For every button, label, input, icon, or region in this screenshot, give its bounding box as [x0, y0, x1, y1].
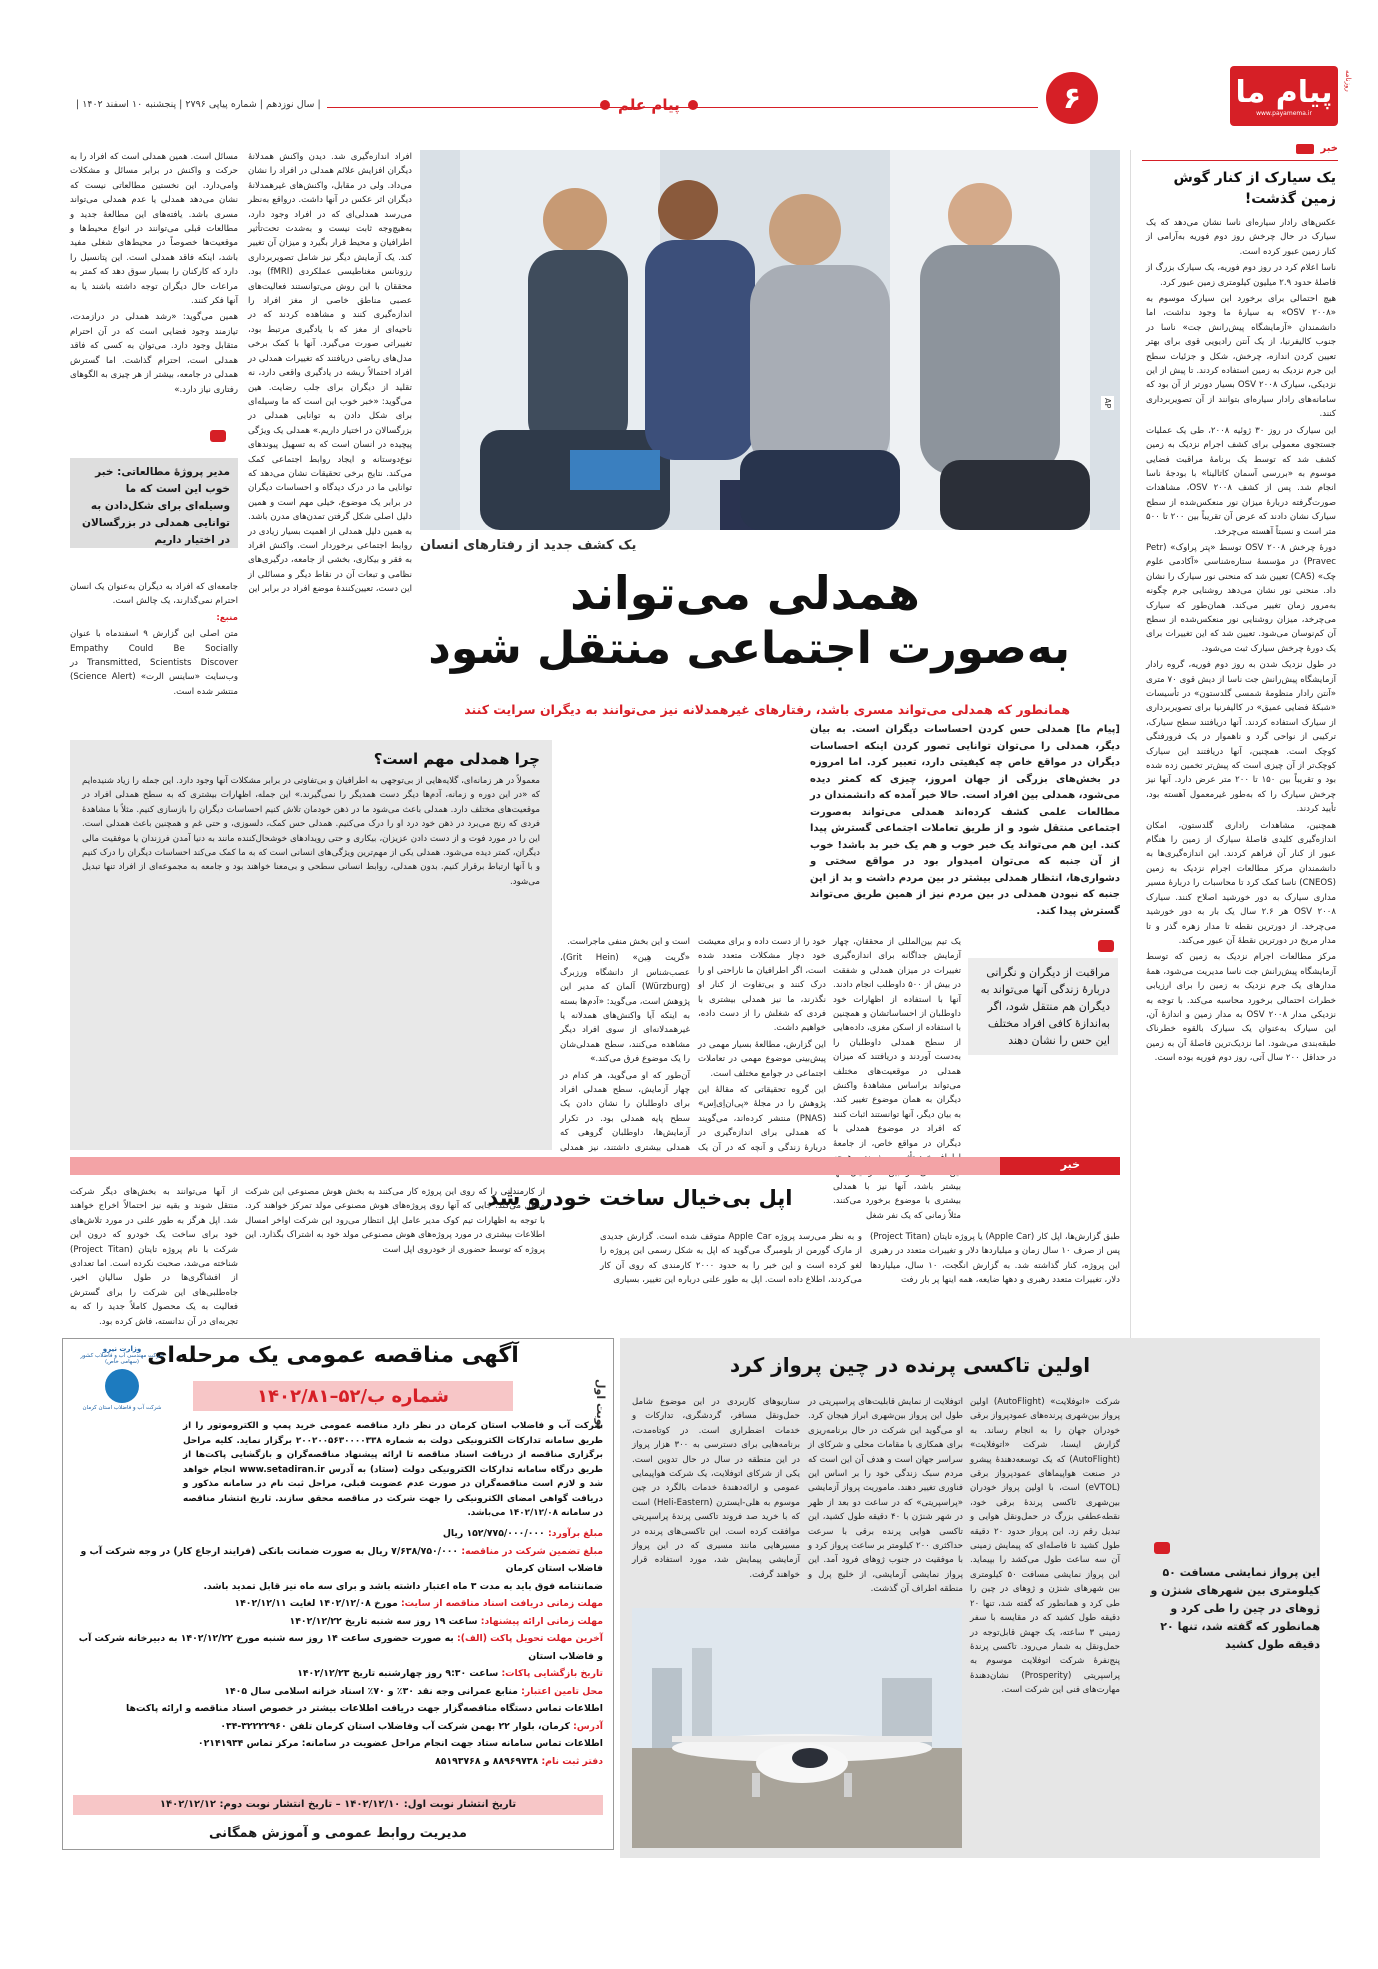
feature-intro-block: [پیام ما] همدلی حس کردن احساسات دیگران است. به بیان دیگر، همدلی را می‌توان توانایی تصور کردن اینکه احساسات دیگران در مواقع خاص چه کیفیتی دارد، تعبیر کرد. اما امروزه در بخش‌های بزرگی از جهان امروز، چیزی که کمتر دیده می‌شود، همدلی بین افراد است. حالا خبر آمده که دانشمندان در مطالعات علمی کشف کرده‌اند همدلی می‌تواند به‌صورت اجتماعی منتقل شود و از طریق تعاملات اجتماعی گسترش پیدا کند. این هم می‌تواند یک خبر خوب و هم یک خبر بد باشد! خوب از آن جنبه که می‌توان امیدوار بود در مواقع سختی و دشواری‌ها، انتظار همدلی بیشتر در بین مردم داشت و بد از این جنبه که نبودن همدلی در بین مردم نیز از همین طریق می‌تواند گسترش پیدا کند.: [810, 724, 1120, 917]
ad-row-value: ساعت ۱۹ روز سه شنبه تاریخ ۱۴۰۲/۱۲/۲۲: [289, 1615, 478, 1627]
source-label: منبع:: [216, 612, 238, 623]
ad-row: [73, 1683, 603, 1701]
ad-body: شرکت آب و فاضلاب استان کرمان در نظر دارد مناقصه عمومی خرید پمپ و الکتروموتور را از طریق سامانه تدارکات الکترونیکی دولت به شماره ۲۰۰۲۰۰۵۶۳۰۰۰۰۳۳۸ برگزار نماید. کلیه مراحل برگزاری مناقصه از دریافت اسناد مناقصه تا ارائه پیشنهاد مناقصه‌گران و بازگشایی پاکت‌ها از طریق درگاه سامانه تدارکات الکترونیکی دولت (ستاد) به آدرس www.setadiran.ir انجام خواهد شد و لازم است مناقصه‌گران در صورت عدم عضویت قبلی، مراحل ثبت نام در سامانه مذکور و دریافت گواهی امضای الکترونیکی را جهت شرکت در مناقصه محقق سازند. تاریخ انتشار مناقصه در سامانه ۱۴۰۲/۱۲/۰۸ می‌باشد.: [183, 1421, 603, 1518]
apple-col: از کارمندانی را که روی این پروژه کار می‌کنند به بخش هوش مصنوعی این شرکت منتقل می‌کند. جایی که آنها روی پروژه‌های هوش مصنوعی مولد تمرکز خواهند کرد. با توجه به اظهارات تیم کوک مدیر عامل اپل انتظار می‌رود این شرکت اواخر امسال اطلاعات بیشتری در مورد پروژه‌های هوش مصنوعی مولد خود به اشتراک بگذارد. این پروژه که توسط حضوری از خودروی اپل است: [245, 1187, 545, 1255]
ad-row: [73, 1595, 603, 1613]
ad-row-value: کرمان، بلوار ۲۲ بهمن شرکت آب وفاضلاب استان کرمان تلفن ۳۲۲۲۲۹۶۰-۰۳۴: [220, 1720, 570, 1732]
ad-number: شماره ب/۵۲–۱۴۰۲/۸۱: [257, 1385, 449, 1407]
sidebar-paragraph: این سیارک در روز ۳۰ ژوئیه ۲۰۰۸، طی یک عملیات جستجوی معمولی برای کشف اجرام نزدیک به زمین کشف شد که توسط یک برنامهٔ مراقبت فضایی موسوم به «بررسی آسمان کاتالینا» با بودجهٔ ناسا انجام شد. پس از کشف OSV ۲۰۰۸، مشاهدات صورت‌گرفته دربارهٔ میزان نور منعکس‌شده از سطح سیارک نشان دادند که عرض آن تقریباً بین ۲۰۰ تا ۵۰۰ متر است و نسبتاً آهسته می‌چرخد.: [1146, 425, 1336, 537]
ad-row-value: منابع عمرانی وجه نقد ۳۰٪ و ۷۰٪ اسناد خزانه اسلامی سال ۱۴۰۵: [224, 1685, 518, 1697]
paper-logo-icon: [1296, 144, 1314, 154]
news-label: خبر: [1320, 143, 1338, 154]
feature-headline-1: همدلی می‌تواند: [570, 566, 920, 620]
feature-paragraph: خود را از دست داده و برای معیشت خود دچار مشکلات متعدد شده است، اگر اطرافیان ما ناراحتی او را درک کنند و بی‌تفاوت از کنار او نگذرند، ما نیز همدلی بیشتری با فردی که شغلش را از دست داده، خواهیم داشت.: [698, 937, 826, 1034]
why-headline: چرا همدلی مهم است؟: [373, 750, 540, 768]
apple-label: خبر: [1060, 1158, 1080, 1171]
quote-icon: [1098, 940, 1114, 952]
ad-row-value: مورخ ۱۴۰۲/۱۲/۰۸ لغایت ۱۴۰۲/۱۲/۱۱: [234, 1598, 398, 1609]
ad-row-label: تاریخ بازگشایی پاکات:: [501, 1668, 603, 1679]
ad-notice: نوبت اول: [594, 1379, 607, 1430]
source-text: متن اصلی این گزارش ۹ اسفندماه با عنوان Empathy Could Be Socially Transmitted, Scientists Discover در وب‌سایت «ساینس الرت» (Science Alert) منتشر شده است.: [70, 629, 238, 697]
ad-row-value: ساعت ۹:۳۰ روز چهارشنبه تاریخ ۱۴۰۲/۱۲/۲۳: [297, 1668, 499, 1679]
logo-sub: روزنامه: [1344, 70, 1352, 92]
ad-row-value: ۱۵۲/۷۷۵/۰۰۰/۰۰۰ ریال: [442, 1528, 545, 1539]
taxi-photo: [632, 1608, 962, 1848]
side-column-top: [70, 150, 238, 410]
ad-row: [73, 1630, 603, 1665]
masthead: [0, 0, 1378, 150]
company-type: (سهامی خاص): [104, 1359, 140, 1365]
sidebar-paragraph: همچنین، مشاهدات راداری گلدستون، امکان اندازه‌گیری کلیدی فاصلهٔ سیارک از زمین را هنگام عبور از کنار آن فراهم کردند. این اندازه‌گیری‌ها به دانشمندان مرکز مطالعات اجرام نزدیک به زمین (CNEOS) ناسا کمک کرد تا محاسبات را دربارهٔ مسیر مداری سیارک به دور خورشید اصلاح کنند. سیارک OSV ۲۰۰۸ هر ۲.۶ سال یک بار به دور خورشید می‌چرخد. از دورترین نقطه تا مدار زهره گذر و تا مدار مریخ در دورترین نقطهٔ آن عبور می‌کند.: [1146, 820, 1337, 946]
taxi-caption-box: [1142, 1542, 1320, 1722]
sidebar-paragraph: ناسا اعلام کرد در روز دوم فوریه، یک سیارک بزرگ از فاصلهٔ حدود ۲.۹ میلیون کیلومتری زمین عبور کرد.: [1146, 263, 1336, 288]
ad-row: [73, 1578, 603, 1596]
apple-col: طبق گزارش‌ها، اپل کار (Apple Car) یا پروژه تایتان (Project Titan) پس از صرف ۱۰ سال زمان و میلیاردها دلار و تغییرات متعدد در رهبری این پروژه، کنار گذاشته شد. به گزارش انگجت، ۱۰ سال، میلیاردها دلار، تغییرات متعدد رهبری و دهها ضایعه، همه اینها پر بار رفت: [870, 1232, 1121, 1286]
group-therapy-illustration: [420, 150, 1120, 530]
taxi-col: اتوفلایت از نمایش قابلیت‌های پراسپریتی در طول این پرواز بین‌شهری ابراز هیجان کرد. او می‌گوید این شرکت در حال برنامه‌ریزی برای همکاری با مقامات محلی و شرکای از سراسر جهان است و هدف آن این است که مردم سبک زندگی خود را بر اساس این فناوری تغییر دهند. ماموریت پرواز آزمایشی «پراسپریتی» که در ساعت دو بعد از ظهر در شهر شنژن با ۴۰ دقیقه طول کشید، این تاکسی هوایی پرنده برقی با سرعت حداکثری ۲۰۰ کیلومتر بر ساعت پرواز کرد و با موفقیت در جنوب ژوهای فرود آمد. این پرواز نمایشی آزمایشی، از خلیج پرل و منطقه اطراف آن گذشت.: [808, 1397, 963, 1595]
ministry-name: وزارت نیرو: [102, 1345, 142, 1353]
ad-row-label: مهلت زمانی دریافت اسناد مناقصه از سایت:: [400, 1598, 603, 1609]
section-dot-icon: [600, 100, 610, 110]
sidebar-label: [1296, 143, 1338, 154]
logo-text: پیام ما: [1235, 74, 1333, 110]
feature-paragraph: آن‌طور که او می‌گوید، هر کدام در چهار آزمایش، سطح همدلی افراد برای داوطلبان را نشان دادن یک سطح پایه همدلی بود. در تکرار آزمایش‌ها، داوطلبان گروهی که همدلی بیشتری داشتند، نیز همدلی: [560, 1070, 690, 1153]
feature-kicker-row: [420, 538, 1070, 556]
air-taxi-illustration: [632, 1608, 962, 1848]
highlight-quote-box: مدیر پروژهٔ مطالعاتی: خبر خوب این است که ما وسیله‌ای برای شکل‌دادن به توانایی همدلی در بزرگسالان در اختیار داریم: [70, 458, 238, 548]
taxi-col: سناریوهای کاربردی در این موضوع شامل حمل‌ونقل مسافر، گردشگری، تداركات و خدمات اضطراری است. در کوتاه‌مدت، برنامه‌هایی برای دسترسی به ۳۰۰ هزار پرواز در این منطقه در سال در حال تدوین است. یکی از شرکای اتوفلایت، یک شرکت هواپیمایی عمومی و ارائه‌دهندهٔ خدمات بالگرد در چین موسوم به هلی-ایسترن (Heli-Eastern) است که با خرید صد فروند تاکسی پرندهٔ پراسپریتی موافقت کرده است. این تاکسی‌های پرنده در مسیرهایی مانند مسیری که در این پرواز آزمایشی پیمایش شد، مورد استفاده قرار خواهند گرفت.: [632, 1397, 800, 1580]
tender-ad: [62, 1338, 614, 1850]
feature-paragraph: این گروه تحقیقاتی که مقالهٔ این پژوهش را در مجلهٔ «پی‌ان‌اِی‌اِس» (PNAS) منتشر کرده‌اند، می‌گویند که همدلی برای اندازه‌گیری در دربارهٔ زندگی و آنچه که در آن یک: [698, 1085, 826, 1153]
feature-photo: [420, 150, 1120, 530]
taxi-headline: اولین تاکسی پرنده در چین پرواز کرد: [729, 1353, 1091, 1377]
ad-row-label: مبلغ تضمین شرکت در مناقصه:: [461, 1545, 603, 1557]
ad-row-value: ۸۸۹۶۹۷۳۸ و ۸۵۱۹۳۷۶۸: [435, 1755, 539, 1767]
apple-band: [70, 1157, 1120, 1175]
pullquote-text: مراقبت از دیگران و نگرانی دربارهٔ زندگی آنها می‌تواند به دیگران هم منتقل شود، اگر به‌اندازهٔ کافی افراد مختلف این حس را نشان دهند: [968, 958, 1118, 1055]
ad-row-label: دفتر ثبت نام:: [541, 1755, 603, 1767]
side-column-bottom: [70, 580, 238, 730]
ad-details: [73, 1525, 603, 1770]
ad-row: [73, 1613, 603, 1631]
apple-col: و به نظر می‌رسد پروژه Apple Car متوقف شده است. گزارش جدیدی از مارک گورمن از بلومبرگ می‌گوید که اپل به شکل رسمی این پروژه را لغو کرده است و این خبر را به حدود ۲۰۰۰ کارمندی که روی آن کار می‌کردند، اطلاع داده است. اپل به طور علنی درباره این تغییر، بسیاری: [600, 1232, 862, 1286]
photo-credit: AP: [1103, 397, 1112, 408]
ad-row: [73, 1718, 603, 1736]
sidebar-paragraph: عکس‌های رادار سیاره‌ای ناسا نشان می‌دهد که یک سیارک در حال چرخش روز دوم فوریه به‌آرامی از کنار زمین عبور کرده است.: [1146, 218, 1336, 257]
sidebar-paragraph: مرکز مطالعات اجرام نزدیک به زمین که توسط آزمایشگاه پیش‌رانش جت ناسا مدیریت می‌شود، همهٔ مدارهای یک جرم نزدیک به زمین را برای ارزیابی خطرات احتمالی برخورد محاسبه می‌کند. با توجه به نزدیکی مدار OSV ۲۰۰۸ به مدار زمین و اندازهٔ آن، این سیارک به‌عنوان یک سیارک بالقوه خطرناک طبقه‌بندی می‌شود. اما نزدیک‌ترین فاصلهٔ آن به زمین در حداقل ۲۰۰ سال آتی، روز دوم فوریه بوده است.: [1146, 952, 1336, 1064]
page-number-badge: [1046, 72, 1098, 124]
sidebar-paragraph: دورهٔ چرخش OSV ۲۰۰۸ توسط «پتر پراوک» (Petr Pravec) در مؤسسهٔ ستاره‌شناسی «آکادمی علوم چک» (CAS) تعیین شد که منحنی نور سیارک را نشان داد. منحنی نور نشان می‌دهد روشنایی جرم چگونه به‌مرور زمان تغییر می‌کند. همان‌طور که سیارک می‌چرخد، میزان روشنایی نور منعکس‌شده از سطح آن کم‌نوسان می‌شود. تعیین شد که این تغییرات برای یک دورهٔ چرخش سیارک ثبت می‌شود.: [1146, 542, 1336, 654]
org-name: شرکت آب و فاضلاب استان کرمان: [82, 1405, 162, 1411]
feature-paragraph: «گریت هِین» (Grit Hein)، عصب‌شناس از دانشگاه ورزبرگ (Würzburg) آلمان که مدیر این پژوهش است، می‌گوید: «آدم‌ها بسته به اینکه آیا واکنش‌های همدلانه یا غیرهمدلانه‌ای از سوی افراد دیگر مشاهده می‌کنند، سطح همدلی‌شان را یک موضوع فرق می‌کند.»: [560, 953, 691, 1065]
ad-row-label: مهلت زمانی ارائه پیشنهاد:: [480, 1615, 603, 1627]
ad-row: [73, 1543, 603, 1578]
paper-logo-icon: [210, 430, 226, 442]
taxi-caption: این پرواز نمایشی مسافت ۵۰ کیلومتری بین شهرهای شنژن و ژوهای در چین را طی کرد و همانطور که گفته شد، تنها ۲۰ دقیقه طول کشید: [1150, 1566, 1320, 1651]
sidebar-paragraph: هیچ احتمالی برای برخورد این سیارک موسوم به «OSV ۲۰۰۸» به سیارهٔ ما وجود نداشت، اما دانشمندان «آزمایشگاه پیش‌رانش جت» ناسا در جنوب کالیفرنیا، از یک آنتن رادیویی قوی برای بهتر تعیین کردن اندازه، چرخش، شکل و جزئیات سطح این جرم نزدیک به زمین استفاده کردند. تا پیش از این نزدیکی، سیارک OSV ۲۰۰۸ بسیار دورتر از آن بود که سامانه‌های رادار سیاره‌ای بتوانند از آن تصویربرداری کنند.: [1146, 294, 1336, 420]
section-dot-icon: [688, 100, 698, 110]
company-name: شرکت مهندسی آب و فاضلاب کشور: [80, 1353, 164, 1359]
feature-paragraph: است و این بخش منفی ماجراست.: [567, 937, 690, 947]
ad-row-label: آدرس:: [573, 1720, 603, 1732]
side-paragraph: جامعه‌ای که افراد به دیگران به‌عنوان یک انسان احترام نمی‌گذارند، یک چالش است.: [70, 582, 238, 607]
paper-logo-icon: [1154, 1542, 1170, 1554]
ad-row: [73, 1753, 603, 1771]
sidebar-headline: یک سیارک از کنار گوش زمین گذشت!: [1173, 170, 1336, 207]
ad-row-value: ۷/۶۳۸/۷۵۰/۰۰۰ ریال به صورت ضمانت بانکی (فرایند ارجاع کار) در وجه شرکت آب و فاضلاب استان کرمان: [80, 1545, 603, 1574]
why-text: معمولاً در هر زمانه‌ای، گلایه‌هایی از بی‌توجهی به اطرافیان و بی‌تفاوتی در برابر مشکلات آنها وجود دارد. این جمله را زیاد شنیده‌ایم که «در این دوره و زمانه، آدم‌ها دیگر دست همدیگر را نمی‌گیرند.» این جمله، اظهارات بیشتری که به سطح همدلی افراد در موقعیت‌های مختلف دارد. همدلی باعث می‌شود ما در ذهن خودمان تلاش کنیم احساسات دیگران را بازسازی کنیم. مثلاً با مشاهدهٔ فردی که رنج می‌برد در ذهن خود درد او را درک می‌کنیم. همدلی حس کمک، دلسوزی، و حتی غم و همچنین باعث همدلی است. این را در مورد فوت و از دست دادن عزیزان، بیکاری و حتی رویدادهای خوشحال‌کننده مانند به دنیا آمدن فرزندان یا موفقیت مالی دیگران، کمتر دیده می‌شود. همدلی یکی از مهم‌ترین ویژگی‌های انسانی است که به ما کمک می‌کند احساسات دیگران را درک کنیم و با آنها ارتباط برقرار کنیم. بدون همدلی، روابط انسانی سطحی و بی‌معنا خواهند بود و جامعه به مجموعه‌ای از افراد تنها تبدیل می‌شود.: [82, 776, 540, 887]
ad-footer-sign: مدیریت روابط عمومی و آموزش همگانی: [209, 1826, 467, 1841]
feature-headline-2: به‌صورت اجتماعی منتقل شود: [428, 623, 1070, 674]
feature-lead: همانطور که همدلی می‌تواند مسری باشد، رفتارهای غیرهمدلانه نیز می‌توانند به دیگران سرایت کنند: [464, 702, 1070, 717]
ad-footer-dates: [73, 1795, 603, 1815]
feature-kicker: یک کشف جدید از رفتارهای انسان: [420, 538, 637, 553]
ad-row-value: ضمانتنامه فوق باید به مدت ۳ ماه اعتبار داشته باشد و برای سه ماه نیز قابل تمدید باشد.: [203, 1580, 603, 1592]
ad-footer-dates-text: تاریخ انتشار نوبت اول: ۱۴۰۲/۱۲/۱۰ – تاریخ انتشار نوبت دوم: ۱۴۰۲/۱۲/۱۲: [159, 1799, 517, 1810]
ad-row-label: محل تامین اعتبار:: [521, 1685, 603, 1697]
feature-paragraph: این گزارش، مطالعهٔ بسیار مهمی در پیش‌بینی موضوع مهمی در تعاملات اجتماعی در جوامع مختلف است.: [698, 1039, 826, 1079]
page-number: ۶: [1062, 80, 1082, 116]
apple-headline: اپل بی‌خیال ساخت خودرو شد: [487, 1186, 793, 1210]
why-box: [70, 740, 552, 1150]
ad-org-logo: [67, 1345, 177, 1435]
taxi-col: شرکت «اتوفلایت» (AutoFlight) اولین پرواز بین‌شهری پرنده‌های عمودپرواز برقی خودران جهان را به انجام رساند. به گزارش ایسنا، شرکت «اتوفلایت» (AutoFlight) که یک توسعه‌دهندهٔ پیشرو در صنعت هواپیماهای عمودپرواز برقی (eVTOL) است، با اولین پرواز خودران بین‌شهری تاکسی پرندهٔ برقی خود، نقطه‌عطفی بزرگ در حمل‌ونقل هوایی و تبدیل رقم زد. این پرواز حدود ۲۰ دقیقه طول کشید تا فاصله‌ای که پیمایش زمینی آن سه ساعت طول می‌کشد را بپیماید. این پرواز نمایشی مسافت ۵۰ کیلومتری بین شهرهای شنژن و ژوهای در چین را طی کرد و همانطور که گفته شد، تنها ۲۰ دقیقه طول کشید که در مقایسه با سفر زمینی ۳ ساعته، یک جهش قابل‌توجه در حمل‌ونقل به شمار می‌رود. تاکسی پرندهٔ پنج‌نفرهٔ شرکت اتوفلایت موسوم به پراسپریتی (Prosperity) نشان‌دهندهٔ مهارت‌های فنی این شرکت است.: [970, 1397, 1120, 1696]
ad-headline: آگهی مناقصه عمومی یک مرحله‌ای: [147, 1343, 519, 1368]
logo-site: www.payamema.ir: [1256, 109, 1312, 117]
side-paragraph: همین می‌گوید: «رشد همدلی در درازمدت، تیازمند وجود فضایی است که در آن احترام متقابل وجود دارد. می‌توان به کسی که فاقد همدلی است، احترام گذاشت. اما گسترش همدلی در جامعه، بیشتر از هر چیزی به الگوهای رفتاری نیاز دارد.»: [70, 312, 238, 395]
ad-row-value: اطلاعات تماس دستگاه مناقصه‌گزار جهت دریافت اطلاعات بیشتر در خصوص اسناد مناقصه و ارائه پاکت‌ها: [126, 1703, 603, 1714]
logo[interactable]: [1230, 66, 1338, 126]
ad-row-value: اطلاعات تماس سامانه ستاد جهت انجام مراحل عضویت در سامانه: مرکز تماس ۰۲۱۴۱۹۳۴: [197, 1738, 603, 1749]
apple-col: از آنها می‌توانند به بخش‌های دیگر شرکت منتقل شوند و بقیه نیز احتمالاً اخراج خواهند شد. اپل هرگز به طور علنی در مورد تلاش‌های خود برای ساخت یک خودرو که درون این شرکت با نام پروژه تایتان (Project Titan) شناخته می‌شد، صحبت نکرده است. اما تعدادی از افشاگری‌ها در طول سالیان اخیر، جاه‌طلبی‌های این شرکت را برای گسترش فعالیت به یک محصول کاملاً جدید را که به تجربه‌ای در آن ندانسته، فاش کرده بود.: [70, 1187, 239, 1327]
section-label: [600, 96, 698, 114]
ad-row-label: آخرین مهلت تحویل پاکت (الف):: [456, 1633, 603, 1644]
sidebar-paragraph: در طول نزدیک شدن به روز دوم فوریه، گروه رادار آزمایشگاه پیش‌رانش جت ناسا از دیش قوی ۷۰ متری «آنتن رادار منظومهٔ شمسی گلدستون» در تأسیسات «شبکهٔ فضایی عمیق» در کالیفرنیا برای تصویربرداری از سیارک استفاده کردند. آنها دریافتند سطح سیارک، ترکیبی از نواحی گرد و ناهموار در یک فرورفتگی کوچک است. همچنین، آنها دریافتند این سیارک کوچک‌تر از آن چیزی است که پیش‌تر تخمین زده شده بود و تقریباً بین ۱۵۰ تا ۲۰۰ متر عرض دارد. آنها نیز چرخش سیارک را که به‌طور غیرمعمول آهسته بود، تأیید کردند.: [1146, 660, 1336, 815]
ad-row: [73, 1665, 603, 1683]
feature-paragraph: یک تیم بین‌المللی از محققان، چهار آزمایش جداگانه برای اندازه‌گیری تغییرات در میزان همدلی و شفقت در بیش از ۵۰۰ داوطلب انجام دادند. آنها با استفاده از اظهارات خود داوطلبان از احساساتشان و همچنین با استفاده از اسکن مغزی، داده‌هایی از سطح همدلی داوطلبان را به‌دست آوردند و دریافتند که میزان همدلی در موقعیت‌های مختلف می‌تواند براساس مشاهدهٔ واکنش دیگران به همان موضوع تغییر کند. به بیان دیگر، آنها توانستند اثبات کنند که افراد در موضوع همدلی با دیگران در مواقع خاص، از جامعهٔ بیشتر باشد، آنها نیز با همدلی بیشتری با موضوع برخورد می‌کنند. مثلاً زمانی که یک نفر شغل: [833, 937, 962, 1221]
pullquote-box: [968, 940, 1118, 1070]
middle-column: افراد اندازه‌گیری شد. دیدن واکنش همدلانهٔ دیگران افزایش علائم همدلی در افراد را نشان می‌داد. ولی در مقابل، واکنش‌های غیرهمدلانهٔ دیگران اثر عکس در آنها داشت. درواقع به‌نظر می‌رسد همدلی‌ای که در افراد وجود دارد، به‌هیچ‌وجه ثابت نیست و به‌شدت تحت‌تأثیر اطرافیان و محیط قرار بگیرد و میزان آن تغییر کند. یک آزمایش دیگر نیز شامل تصویربرداری رزونانس مغناطیسی عملکردی (fMRI) بود. محققان با این روش می‌توانستند فعالیت‌های عصبی مناطق خاصی از مغز افراد را اندازه‌گیری کنند و مشاهده کردند که در ناحیه‌ای از مغز که با یادگیری مرتبط بود، تغییراتی صورت می‌گیرد. آنها با کمک برخی مدل‌های ریاضی دریافتند که تغییرات همدلی در افراد احتمالاً ریشه در یادگیری واقعی دارد، نه تقلید از دیگران برای جلب رضایت. هین می‌گوید: «خبر خوب این است که ما وسیله‌ای برای شکل دادن به توانایی همدلی در بزرگسالان در اختیار داریم.» همدلی یک ویژگی پیچیده در انسان است که به تسهیل پیوندهای نوع‌دوستانه و ایجاد روابط اجتماعی کمک می‌کند. نتایج برخی تحقیقات نشان می‌دهد که توانایی ما در درک دیدگاه و احساسات دیگران در برابر یک موضوع، خیلی مهم است و همین دلیل اصلی شکل گرفتن تمدن‌های مدرن باشد. به همین دلیل همدلی از اهمیت بسیار زیادی در روابط اجتماعی برخوردار است. واکنش افراد به فقر و بیکاری، بخشی از جامعه، درگیری‌های نظامی و تبعات آن در نقاط دیگر و مسائلی از این دست، تعیین‌کنندهٔ موضع افراد در برابر این: [248, 152, 412, 595]
ad-row: [73, 1525, 603, 1543]
issue-info: | سال نوزدهم | شماره پیاپی ۲۷۹۶ | پنجشنبه ۱۰ اسفند ۱۴۰۲ |: [70, 99, 327, 110]
ad-row: [73, 1735, 603, 1753]
ad-row-value: به صورت حضوری ساعت ۱۴ روز سه شنبه مورخ ۱۴۰۲/۱۲/۲۲ به دبیرخانه شرکت آب و فاضلاب استان: [78, 1633, 603, 1662]
ad-row: [73, 1700, 603, 1718]
section-title: پیام علم: [618, 96, 680, 114]
water-drop-icon: [105, 1369, 139, 1403]
side-paragraph: مسائل است. همین همدلی است که افراد را به حرکت و واکنش در برابر مسائل و مشکلات وامی‌دارد. این نخستین مطالعاتی نیست که نشان می‌دهد همدلی یا عدم همدلی می‌تواند مسری باشد. یافته‌های این مطالعهٔ جدید و مطالعات قبلی می‌توانند در انواع محیط‌ها و موقعیت‌ها خصوصاً در محیط‌های شغلی مفید باشد، اینکه فاقد همدلی است. این پتانسیل را دارد که کارکنان را بسیار سوق دهد که کمتر به مراعات حال دیگران توجه داشته باشند یا به آنها فکر کنند.: [70, 152, 238, 307]
ad-number-box: [193, 1381, 513, 1411]
ad-row-label: مبلغ برآورد:: [547, 1528, 603, 1539]
sidebar-rule: [1142, 160, 1338, 161]
